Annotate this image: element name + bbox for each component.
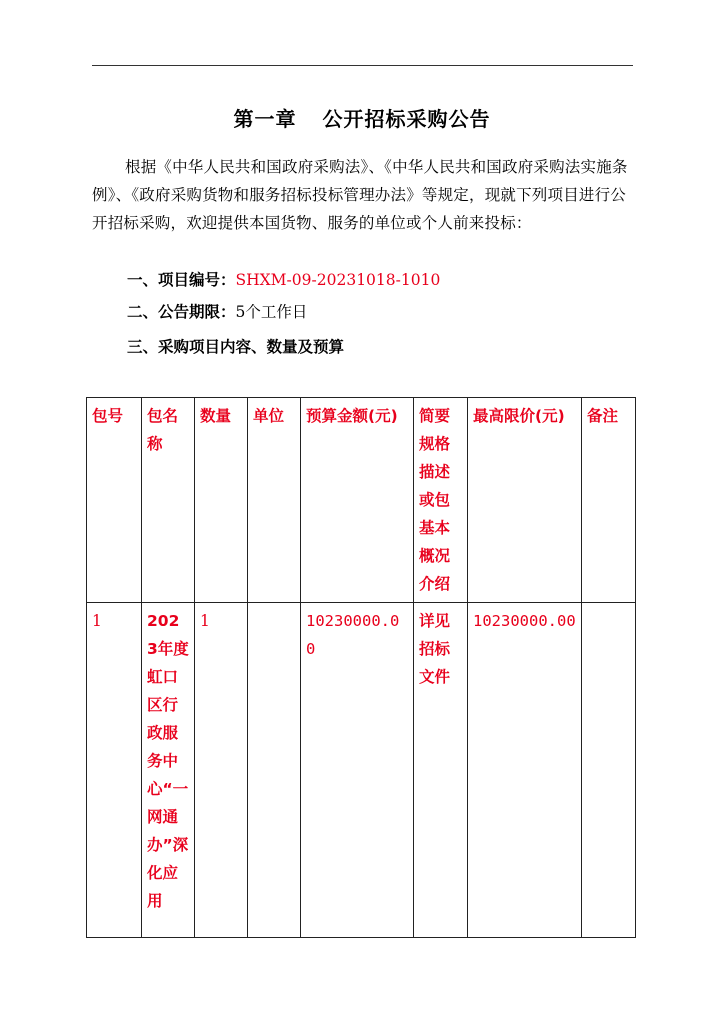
package-number-cell: 1: [87, 603, 142, 938]
budget-cell: 10230000.00: [301, 603, 414, 938]
quantity-cell: 1: [195, 603, 248, 938]
header-rule: [92, 65, 633, 66]
package-name-cell: 2023年度虹口区行政服务中心“一网通办”深化应用: [142, 603, 195, 938]
project-number-value: SHXM-09-20231018-1010: [235, 271, 441, 289]
remark-cell: [582, 603, 636, 938]
max-price-cell: 10230000.00: [468, 603, 582, 938]
intro-paragraph: 根据《中华人民共和国政府采购法》、《中华人民共和国政府采购法实施条例》、《政府采购货物和服务招标投标管理办法》等规定，现就下列项目进行公开招标采购，欢迎提供本国货物、服务的单位或个人前来投标：: [92, 158, 628, 232]
header-cell: 预算金额(元): [301, 398, 414, 603]
table-header-row: [87, 398, 636, 603]
unit-cell: [248, 603, 301, 938]
header-cell: 包号: [87, 398, 142, 603]
notice-period-line: [127, 300, 307, 322]
header-cell: 包名称: [142, 398, 195, 603]
section-three-heading: 三、采购项目内容、数量及预算: [127, 338, 345, 356]
header-cell: 最高限价(元): [468, 398, 582, 603]
chapter-title: 公开招标采购公告: [322, 107, 491, 131]
notice-period-value: 5个工作日: [235, 303, 308, 321]
page-title: [0, 103, 724, 132]
notice-period-label: 二、公告期限：: [127, 303, 236, 321]
header-cell: 单位: [248, 398, 301, 603]
description-cell: 详见招标文件: [414, 603, 468, 938]
procurement-table: [86, 397, 636, 938]
header-cell: 数量: [195, 398, 248, 603]
header-cell: 简要规格描述或包基本概况介绍: [414, 398, 468, 603]
project-number-line: [127, 268, 440, 290]
table-row: [87, 603, 636, 938]
project-number-label: 一、项目编号：: [127, 271, 236, 289]
header-cell: 备注: [582, 398, 636, 603]
chapter-label: 第一章: [233, 107, 297, 131]
